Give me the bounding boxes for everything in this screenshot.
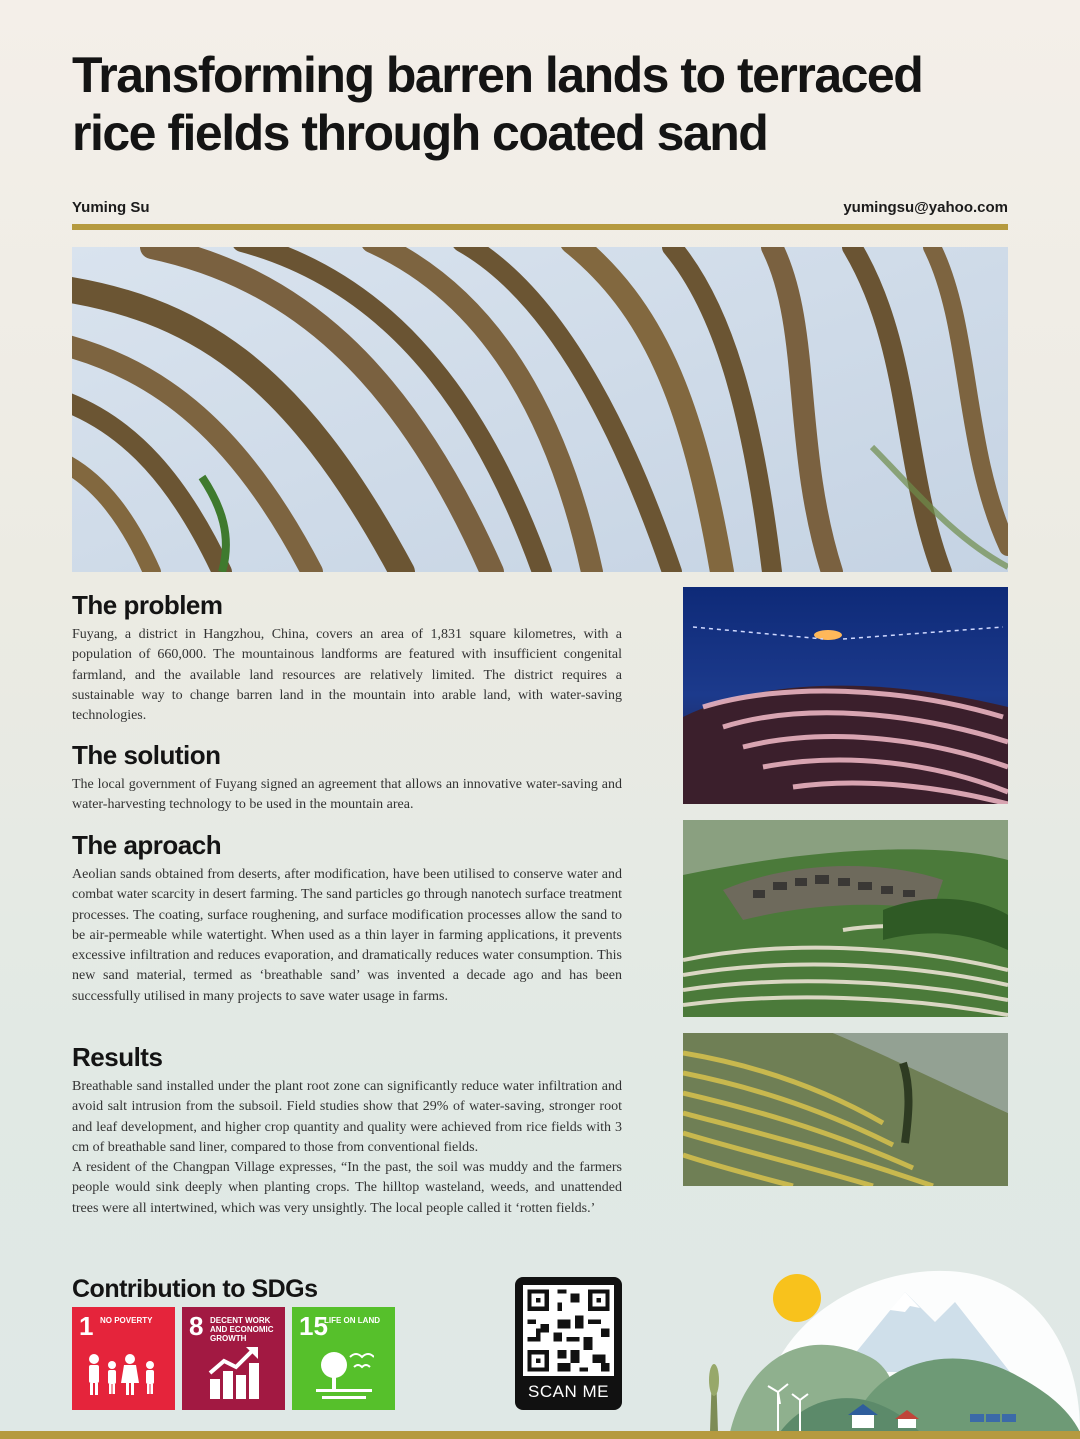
- problem-heading: The problem: [72, 590, 223, 620]
- section-results: [72, 1042, 622, 1219]
- sdg-label: DECENT WORK AND ECONOMIC GROWTH: [210, 1316, 274, 1343]
- results-heading: Results: [72, 1042, 163, 1072]
- approach-body: Aeolian sands obtained from deserts, after modification, have been utilised to conserve water and combat water scarcity in desert farming. The sand particles go through nanotech surface treatment processes. The coating, surface roughening, and surface modification processes allow the sand to be air-permeable while watertight. When used as a thin layer in farming applications, it prevents excessive infiltration and reduces evaporation, and dramatically reduces water consumption. This new sand material, termed as ‘breathable sand’ was invented a decade ago and has been successfully utilised in many projects to save water usage in farms.: [72, 867, 622, 1004]
- tree-bird-icon: [314, 1347, 374, 1401]
- sdg-heading: Contribution to SDGs: [72, 1275, 318, 1303]
- qr-label: SCAN ME: [528, 1382, 609, 1401]
- landscape-illustration: [700, 1262, 1080, 1432]
- results-body-2: A resident of the Changpan Village expresses, “In the past, the soil was muddy and the farmers people would sink deeply when planting crops. The hilltop wasteland, weeds, and unattended trees were all intertwined, which was very unsightly. The local people called it ‘rotten fields.’: [72, 1160, 622, 1216]
- terraces-night-photo: [683, 587, 1008, 804]
- sdg-tile-8: [182, 1307, 285, 1410]
- solution-body: The local government of Fuyang signed an agreement that allows an innovative water-saving and water-harvesting technology to be used in the mountain area.: [72, 777, 622, 813]
- poster-title: Transforming barren lands to terraced rice fields through coated sand: [72, 47, 923, 161]
- author-email[interactable]: yumingsu@yahoo.com: [843, 199, 1008, 216]
- section-problem: [72, 590, 622, 726]
- sdg-number: 15: [299, 1311, 328, 1341]
- sdg-number: 8: [189, 1311, 204, 1341]
- sdg-number: 1: [79, 1311, 94, 1341]
- village-terraces-photo: [683, 820, 1008, 1017]
- qr-matrix: [523, 1285, 614, 1376]
- qr-code[interactable]: [515, 1277, 622, 1410]
- section-solution: [72, 740, 622, 816]
- header-divider: [72, 224, 1008, 230]
- footer-divider: [0, 1431, 1080, 1439]
- hero-terraces-photo: [72, 247, 1008, 572]
- author-name: Yuming Su: [72, 199, 150, 216]
- results-body-1: Breathable sand installed under the plant root zone can significantly reduce water infiltration and avoid salt intrusion from the subsoil. Field studies show that 29% of water-saving, stronger root and leaf development, and higher crop quantity and quality were achieved from rice fields with 3 cm of breathable sand liner, compared to those from conventional fields.: [72, 1079, 622, 1155]
- problem-body: Fuyang, a district in Hangzhou, China, covers an area of 1,831 square kilometres, with a population of 660,000. The mountainous landforms are featured with insufficient congenital farmland, and the available land resources are relatively limited. The district requires a sustainable way to change barren land in the mountain into arable land, with water-saving technologies.: [72, 627, 622, 724]
- sdg-tile-15: [292, 1307, 395, 1410]
- sdg-label: LIFE ON LAND: [324, 1316, 380, 1325]
- section-approach: [72, 830, 622, 1007]
- growth-chart-icon: [208, 1345, 260, 1401]
- sdg-tile-1: [72, 1307, 175, 1410]
- family-icon: [84, 1351, 164, 1397]
- solution-heading: The solution: [72, 740, 221, 770]
- green-terraces-photo: [683, 1033, 1008, 1186]
- sdg-label: NO POVERTY: [100, 1316, 153, 1325]
- approach-heading: The aproach: [72, 830, 222, 860]
